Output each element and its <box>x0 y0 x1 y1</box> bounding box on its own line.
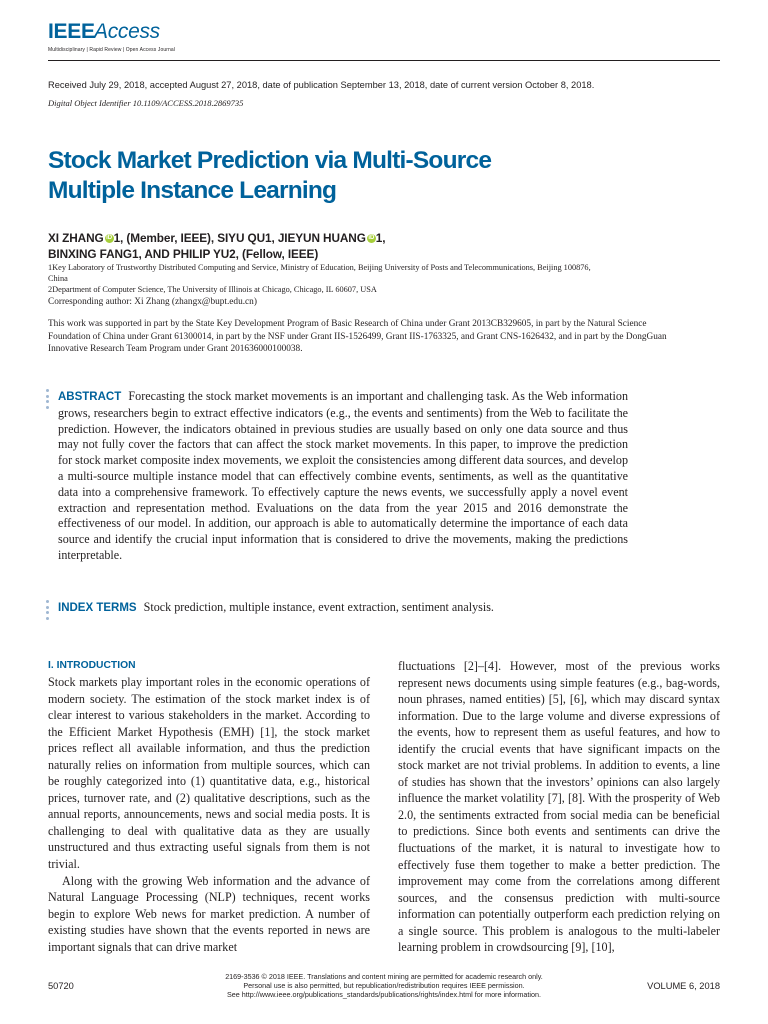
author-xi-zhang: XI ZHANG <box>48 231 104 245</box>
section-dots-icon <box>46 600 51 622</box>
abstract-label: ABSTRACT <box>58 391 122 403</box>
body-column-left <box>48 658 370 955</box>
received-dates: Received July 29, 2018, accepted August 27, 2018, date of publication September 13, 2018, date of current version October 8, 2018. <box>48 80 595 90</box>
page-number: 50720 <box>48 981 74 991</box>
title-line-2: Multiple Instance Learning <box>48 177 337 204</box>
ieee-access-logo <box>48 20 218 58</box>
affiliations <box>48 262 608 295</box>
index-terms <box>58 600 658 617</box>
author-list <box>48 230 648 262</box>
abstract-text: Forecasting the stock market movements is an important and challenging task. As the Web information grows, researchers begin to extract effective indicators (e.g., the events and sentiments) from the Web to facilitate the prediction. However, the indicators obtained in previous studies are usually based on only one data source and thus may not fully cover the factors that can affect the stock market movements. In this paper, to improve the prediction for stock market composite index movements, we exploit the consistencies among different data sources, and develop a multi-source multiple instance model that can effectively combine events, sentiments, as well as the quantitative data into a comprehensive framework. To effectively capture the news events, we successfully apply a novel event extraction and representation method. Evaluations on the data from the year 2015 and 2016 demonstrate the effectiveness of our model. In addition, our approach is able to automatically determine the importance of each data source and identify the crucial input information that is considered to drive the movements, making the predictions interpretable. <box>58 389 628 562</box>
affiliation-2: 2Department of Computer Science, The University of Illinois at Chicago, Chicago, IL 60607, USA <box>48 285 377 294</box>
orcid-icon[interactable]: iD <box>106 235 112 241</box>
copyright-notice <box>180 972 588 999</box>
section-dots-icon <box>46 389 51 411</box>
author-line-2: BINXING FANG1, AND PHILIP YU2, (Fellow, IEEE) <box>48 247 319 261</box>
copyright-line-2: Personal use is also permitted, but republication/redistribution requires IEEE permission. <box>243 981 525 990</box>
body-paragraph: Along with the growing Web information and the advance of Natural Language Processing (NLP) techniques, recent works begin to explore Web news for market prediction. A number of existing studies have shown that the events reported in news are important signals that can drive market <box>48 873 370 954</box>
section-heading-introduction: I. INTRODUCTION <box>48 660 136 671</box>
body-column-right <box>398 658 720 956</box>
affiliation-1: 1Key Laboratory of Trustworthy Distributed Computing and Service, Ministry of Education, Beijing University of Posts and Telecommunications, Beijing 100876, China <box>48 263 591 283</box>
volume-year: VOLUME 6, 2018 <box>647 981 720 991</box>
header-divider <box>48 60 720 61</box>
author-line-1 <box>48 230 648 246</box>
logo-tagline: Multidisciplinary | Rapid Review | Open Access Journal <box>48 47 175 53</box>
corresponding-author: Corresponding author: Xi Zhang (zhangx@bupt.edu.cn) <box>48 297 257 307</box>
paper-title <box>48 146 648 206</box>
author-line-1-rest: 1, (Member, IEEE), SIYU QU1, JIEYUN HUANG <box>113 231 366 245</box>
orcid-icon[interactable]: iD <box>368 235 375 241</box>
copyright-line-1: 2169-3536 © 2018 IEEE. Translations and content mining are permitted for academic research only. <box>225 972 543 981</box>
abstract <box>58 389 628 564</box>
index-terms-text: Stock prediction, multiple instance, event extraction, sentiment analysis. <box>143 600 494 614</box>
doi[interactable]: Digital Object Identifier 10.1109/ACCESS.2018.2869735 <box>48 98 244 108</box>
index-terms-label: INDEX TERMS <box>58 602 137 614</box>
copyright-line-3[interactable]: See http://www.ieee.org/publications_standards/publications/rights/index.html for more information. <box>226 990 542 999</box>
logo-access-text: Access <box>94 20 160 43</box>
body-paragraph: Stock markets play important roles in the economic operations of modern society. The estimation of the stock market index is of clear interest to various stakeholders in the market. According to the Efficient Market Hypothesis (EMH) [1], the stock market prices reflect all available information, and thus the prediction naturally relies on information from multiple sources, which can be roughly categorized into (1) quantitative data, e.g., historical prices, turnover rate, and (2) qualitative descriptions, such as the annual reports, announcements, news and social media posts. It is challenging to deal with qualitative data as they are usually unstructured and thus extracting useful signals from them is not trivial. <box>48 675 370 872</box>
funding-statement: This work was supported in part by the State Key Development Program of Basic Research of China under Grant 2013CB329605, in part by the Natural Science Foundation of China under Grant 61300014, in part by the NSF under Grant IIS-1526499, Grant IIS-1763325, and Grant CNS-1626432, and in part by the DongGuan Innovative Research Team Program under Grant 201636000100038. <box>48 319 667 355</box>
logo-ieee-text: IEEE <box>48 20 95 43</box>
author-line-1-end: 1, <box>375 231 386 245</box>
title-line-1: Stock Market Prediction via Multi-Source <box>48 147 492 174</box>
body-paragraph: fluctuations [2]–[4]. However, most of the previous works represent news documents using simple features (e.g., bag-words, noun phrases, named entities) [5], [6], which may discard syntax information. Due to the large volume and diverse expressions of the events, how to represent them as useful features, and how to identify the crucial events that have significant impacts on the stock market are not trivial problems. In addition to events, a line of studies has shown that the investors’ opinions can also largely influence the market volatility [7], [8]. With the prosperity of Web 2.0, the sentiments extracted from social media can be beneficial to predictions. Since both events and sentiments can drive the fluctuations of the market, it is natural to investigate how to effectively fuse them together to make a better prediction. The improvement may come from the correlations among different sources, and the consensus prediction with multi-source information can potentially outperform each prediction relying on a single source. This problem is analogous to the multi-labeler learning problem in crowdsourcing [9], [10], <box>398 659 720 955</box>
